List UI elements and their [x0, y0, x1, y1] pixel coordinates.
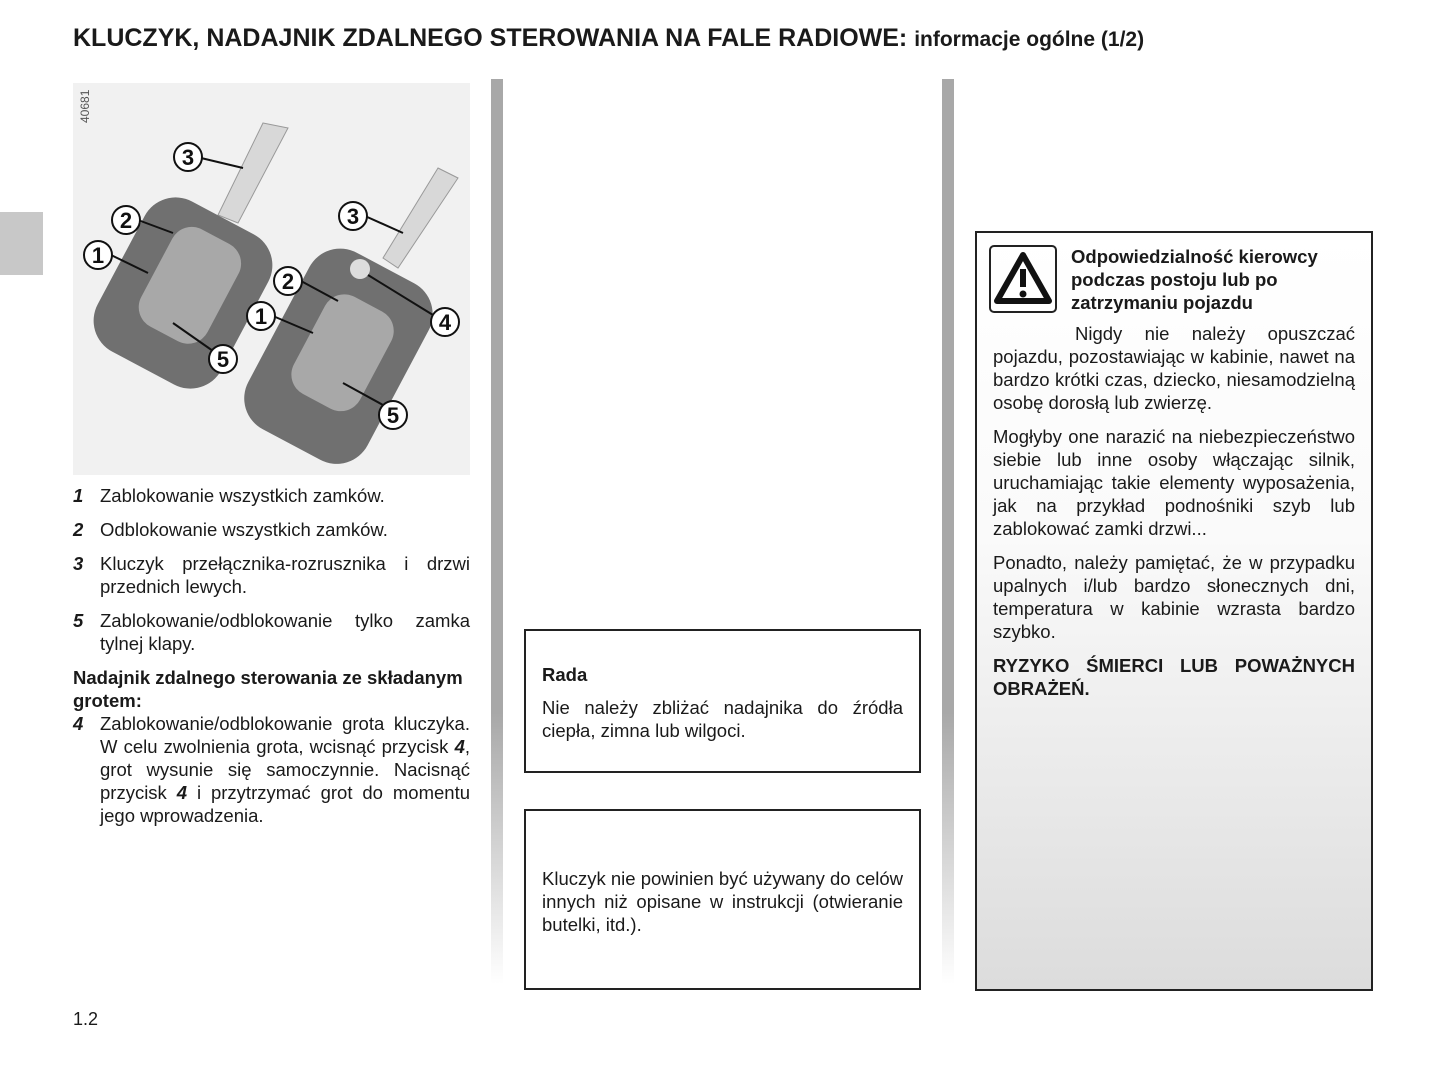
legend-item: [73, 484, 470, 507]
legend-text: Zablokowanie/odblokowanie tylko zamka tylnej klapy.: [100, 610, 470, 654]
section-tab: [0, 212, 43, 275]
warning-paragraph: Mogłyby one narazić na niebezpieczeństwo siebie lub inne osoby włączając silnik, uruchamiając takie elementy wyposażenia, jak na przykład podnośniki szyb lub zablokować zamki drzwi...: [993, 426, 1355, 539]
svg-text:1: 1: [91, 243, 105, 268]
warning-box: [975, 231, 1373, 991]
legend-number: 3: [73, 553, 84, 574]
svg-text:5: 5: [216, 347, 230, 372]
legend-number: 2: [73, 519, 84, 540]
legend-item: [73, 552, 470, 598]
legend-number: 4: [73, 713, 84, 734]
folding-heading: Nadajnik zdalnego sterowania ze składanym grotem:: [73, 667, 463, 711]
warning-heading: Odpowiedzialność kierowcy podczas postoju lub po zatrzymaniu pojazdu: [1071, 246, 1318, 313]
svg-text:4: 4: [438, 310, 452, 335]
title-main: KLUCZYK, NADAJNIK ZDALNEGO STEROWANIA NA FALE RADIOWE:: [73, 24, 908, 52]
advice-text: Nie należy zbliżać nadajnika do źródła ciepła, zimna lub wilgoci.: [542, 697, 903, 741]
note-box: [524, 809, 921, 990]
svg-text:2: 2: [281, 269, 295, 294]
legend-text: Zablokowanie wszystkich zamków.: [100, 485, 385, 506]
title-sub: informacje ogólne (1/2): [914, 28, 1145, 51]
legend-item: [73, 518, 470, 541]
warning-triangle-icon: [989, 245, 1057, 313]
legend-item: [73, 609, 470, 655]
svg-text:3: 3: [181, 145, 195, 170]
advice-heading: Rada: [542, 664, 588, 685]
svg-text:1: 1: [254, 304, 268, 329]
legend-text: Odblokowanie wszystkich zamków.: [100, 519, 388, 540]
legend-text: Zablokowanie/odblokowanie grota kluczyka. W celu zwolnienia grota, wcisnąć przycisk 4, grot wysunie się samoczynnie. Nacisnąć przycisk 4 i przytrzymać grot do momentu jego wprowadzenia.: [100, 713, 470, 826]
figure-ref: 40681: [78, 89, 92, 123]
legend-list: [73, 484, 470, 838]
note-text: Kluczyk nie powinien być używany do celów innych niż opisane w instrukcji (otwieranie butelki, itd.).: [542, 868, 903, 935]
key-illustration: [73, 83, 470, 475]
svg-text:3: 3: [346, 204, 360, 229]
warning-risk: RYZYKO ŚMIERCI LUB POWAŻNYCH OBRAŻEŃ.: [993, 655, 1355, 699]
advice-box: [524, 629, 921, 773]
legend-number: 5: [73, 610, 84, 631]
warning-paragraph: Nigdy nie należy opuszczać pojazdu, pozostawiając w kabinie, nawet na bardzo krótki czas, dziecko, niesamodzielną osobę dorosłą lub zwierzę.: [993, 323, 1355, 413]
column-divider: [942, 79, 954, 984]
legend-text: Kluczyk przełącznika-rozrusznika i drzwi przednich lewych.: [100, 553, 470, 597]
page-title: [73, 24, 1144, 53]
page-number: 1.2: [73, 1009, 99, 1029]
svg-text:2: 2: [119, 208, 133, 233]
column-divider: [491, 79, 503, 984]
warning-paragraph: Ponadto, należy pamiętać, że w przypadku upalnych i/lub bardzo słonecznych dni, temperatura w kabinie wzrasta bardzo szybko.: [993, 552, 1355, 642]
legend-number: 1: [73, 485, 84, 506]
svg-text:5: 5: [386, 403, 400, 428]
legend-item: [73, 712, 470, 827]
